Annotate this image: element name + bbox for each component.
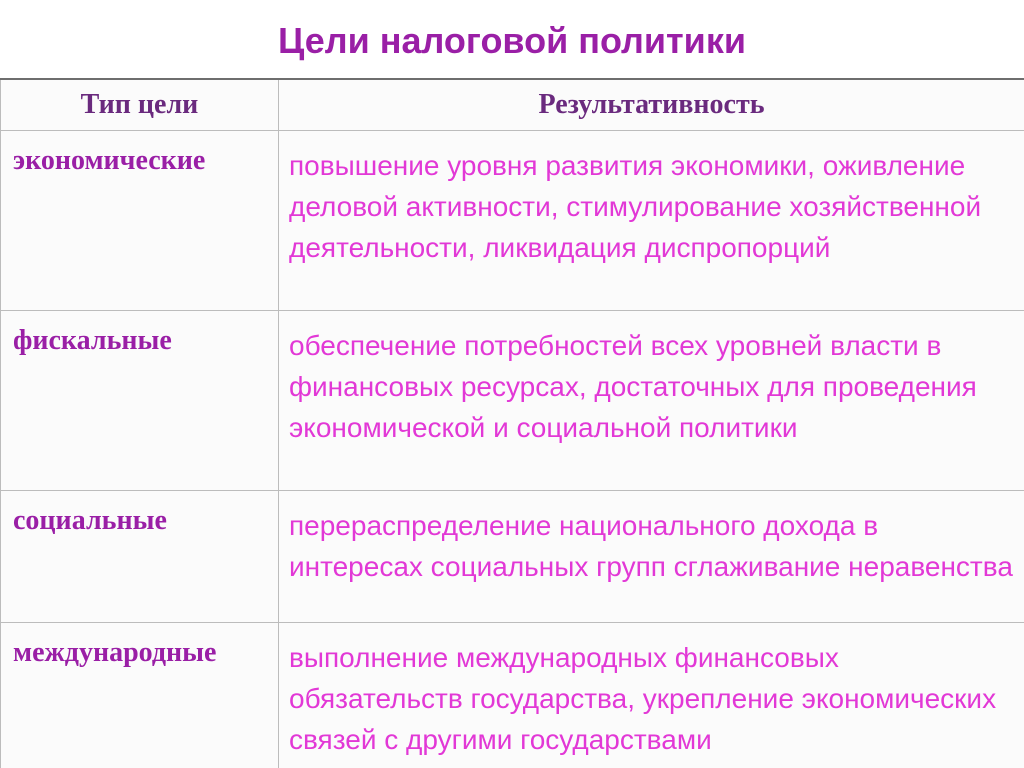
goal-type-cell: социальные	[1, 491, 279, 623]
goal-description-cell: обеспечение потребностей всех уровней власти в финансовых ресурсах, достаточных для проведения экономической и социальной политики	[279, 311, 1024, 491]
column-header-effectiveness: Результативность	[279, 79, 1024, 131]
table-row	[1, 623, 1024, 768]
table-row	[1, 131, 1024, 311]
table-row	[1, 311, 1024, 491]
goal-description-cell: выполнение международных финансовых обязательств государства, укрепление экономических связей с другими государствами	[279, 623, 1024, 768]
goal-description-cell: повышение уровня развития экономики, оживление деловой активности, стимулирование хозяйственной деятельности, ликвидация диспропорций	[279, 131, 1024, 311]
goal-description-cell: перераспределение национального дохода в интересах социальных групп сглаживание неравенства	[279, 491, 1024, 623]
table-header-row	[1, 79, 1024, 131]
goal-type-cell: фискальные	[1, 311, 279, 491]
page-title: Цели налоговой политики	[278, 20, 746, 61]
column-header-goal-type: Тип цели	[1, 79, 279, 131]
goal-type-cell: экономические	[1, 131, 279, 311]
table-row	[1, 491, 1024, 623]
goals-table	[0, 78, 1024, 768]
goal-type-cell: международные	[1, 623, 279, 768]
